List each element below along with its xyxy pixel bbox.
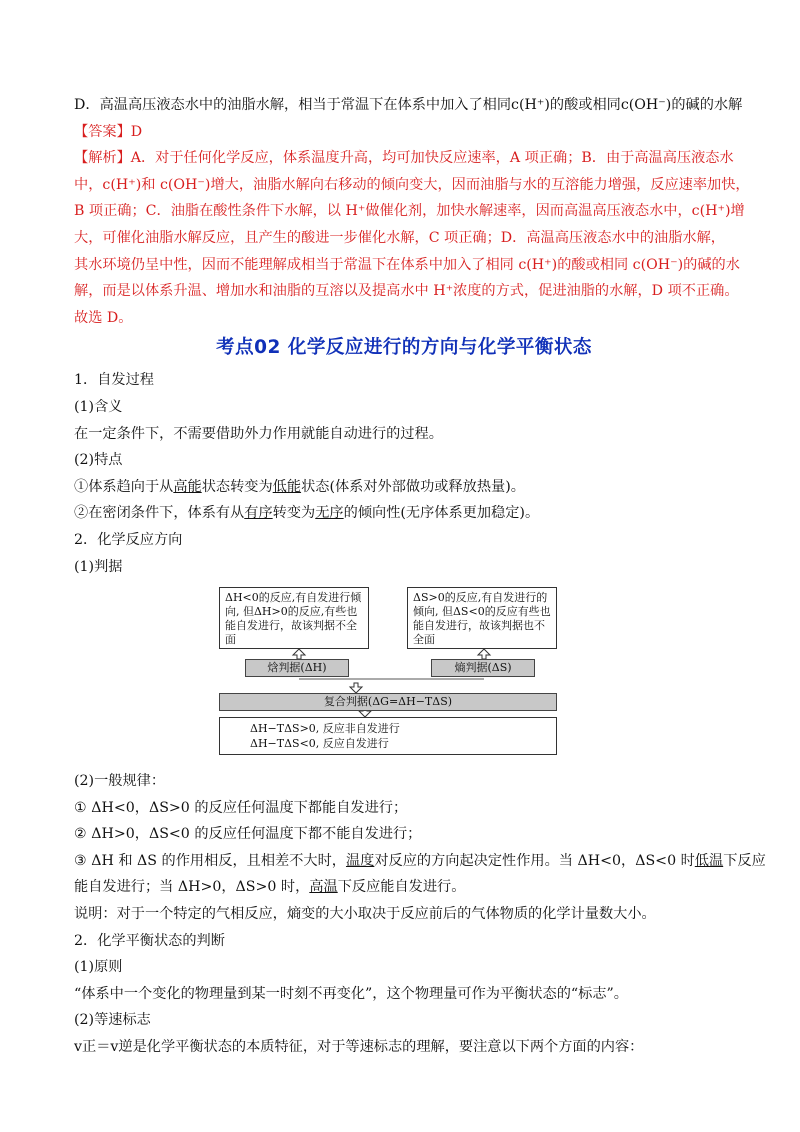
answer: 【答案】D <box>74 123 143 140</box>
enthalpy-criterion: 焓判据(ΔH) <box>245 659 349 677</box>
analysis-line: 其水环境仍呈中性，因而不能理解成相当于常温下在体系中加入了相同 c(H⁺)的酸或相同 c(OH⁻)的碱的水 <box>74 256 740 273</box>
analysis-line: 解，而是以体系升温、增加水和油脂的互溶以及提高水中 H⁺浓度的方式，促进油脂的水解，D 项不正确。 <box>74 283 739 300</box>
analysis-line: B 项正确；C．油脂在酸性条件下水解，以 H⁺做催化剂，加快水解速率，因而高温高压液态水中，c(H⁺)增 <box>74 203 745 220</box>
note: 说明：对于一个特定的气相反应，熵变的大小取决于反应前后的气体物质的化学计量数大小。 <box>74 906 656 923</box>
criterion-result-box <box>219 717 557 755</box>
section-heading: 2．化学反应方向 <box>74 531 183 548</box>
feature-2: ②在密闭条件下，体系有从有序转变为无序的倾向性(无序体系更加稳定)。 <box>74 505 540 522</box>
paragraph: “体系中一个变化的物理量到某一时刻不再变化”，这个物理量可作为平衡状态的“标志”。 <box>74 985 628 1002</box>
subheading: (2)特点 <box>74 452 123 469</box>
rule-3-cont: 能自发进行；当 ΔH>0，ΔS>0 时，高温下反应能自发进行。 <box>74 879 466 896</box>
arrow-up-icon <box>293 649 305 659</box>
paragraph: v正＝v逆是化学平衡状态的本质特征，对于等速标志的理解，要注意以下两个方面的内容： <box>74 1039 644 1056</box>
paragraph: 在一定条件下，不需要借助外力作用就能自动进行的过程。 <box>74 425 443 442</box>
underlined-term: 有序 <box>244 505 273 522</box>
entropy-note-box: ΔS>0的反应,有自发进行的倾向, 但ΔS<0的反应有些也能自发进行，故该判据也不全面 <box>407 587 557 649</box>
underlined-term: 低温 <box>694 852 724 869</box>
rule-1: ① ΔH<0，ΔS>0 的反应任何温度下都能自发进行； <box>74 799 408 816</box>
analysis-line: 大，可催化油脂水解反应，且产生的酸进一步催化水解，C 项正确；D．高温高压液态水中的油脂水解， <box>74 229 725 246</box>
analysis-line: 中，c(H⁺)和 c(OH⁻)增大，油脂水解向右移动的倾向变大，因而油脂与水的互溶能力增强，反应速率加快， <box>74 176 750 193</box>
analysis-line: 故选 D。 <box>74 309 133 326</box>
combined-criterion: 复合判据(ΔG=ΔH−TΔS) <box>219 693 557 711</box>
underlined-term: 高能 <box>173 478 202 495</box>
subheading: (1)含义 <box>74 398 123 415</box>
criteria-diagram <box>219 587 779 762</box>
result-nonspontaneous: ΔH−TΔS>0, 反应非自发进行 <box>250 722 400 736</box>
underlined-term: 高温 <box>309 879 338 896</box>
underlined-term: 无序 <box>315 505 344 522</box>
result-spontaneous: ΔH−TΔS<0, 反应自发进行 <box>250 737 389 751</box>
enthalpy-note-box: ΔH<0的反应,有自发进行倾向, 但ΔH>0的反应,有些也能自发进行，故该判据不全面 <box>219 587 369 649</box>
rule-3: ③ ΔH 和 ΔS 的作用相反，且相差不大时，温度对反应的方向起决定性作用。当 ΔH<0，ΔS<0 时低温下反应 <box>74 852 766 869</box>
rule-2: ② ΔH>0，ΔS<0 的反应任何温度下都不能自发进行； <box>74 826 422 843</box>
option-d: D．高温高压液态水中的油脂水解，相当于常温下在体系中加入了相同c(H⁺)的酸或相同c(OH⁻)的碱的水解 <box>74 97 743 113</box>
section-heading: 2．化学平衡状态的判断 <box>74 932 225 949</box>
analysis <box>74 145 750 331</box>
underlined-term: 温度 <box>345 852 375 869</box>
arrow-down-icon <box>350 683 362 693</box>
subheading: (1)原则 <box>74 959 123 976</box>
analysis-line: 【解析】A．对于任何化学反应，体系温度升高，均可加快反应速率，A 项正确；B．由于高温高压液态水 <box>74 150 734 167</box>
subheading: (1)判据 <box>74 558 123 575</box>
underlined-term: 低能 <box>272 478 302 495</box>
entropy-criterion: 熵判据(ΔS) <box>431 659 535 677</box>
document-page <box>74 92 766 1061</box>
subheading: (2)等速标志 <box>74 1012 151 1029</box>
feature-1: ①体系趋向于从高能状态转变为低能状态(体系对外部做功或释放热量)。 <box>74 478 525 495</box>
arrow-up-icon <box>478 649 490 659</box>
subheading: (2)一般规律： <box>74 773 166 790</box>
section-heading: 1．自发过程 <box>74 372 154 389</box>
section-title: 考点02 化学反应进行的方向与化学平衡状态 <box>216 337 592 359</box>
